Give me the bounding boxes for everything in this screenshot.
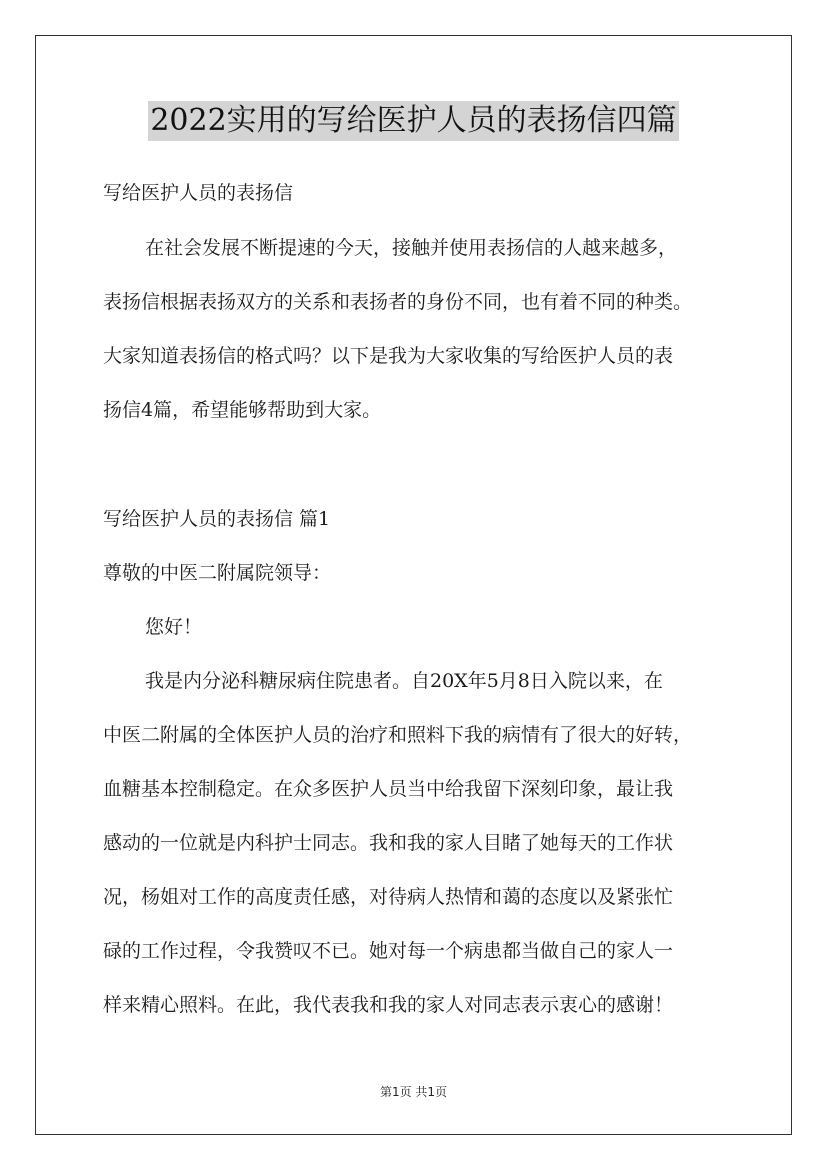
paragraph-line: 样来精心照料。在此，我代表我和我的家人对同志表示衷心的感谢！ (103, 994, 674, 1016)
paragraph-line: 感动的一位就是内科护士同志。我和我的家人目睹了她每天的工作状 (103, 832, 674, 854)
salutation: 尊敬的中医二附属院领导： (103, 562, 332, 584)
greeting: 您好！ (145, 616, 203, 638)
page-footer: 第1页 共1页 (379, 1085, 448, 1099)
section-heading: 写给医护人员的表扬信 (103, 182, 294, 204)
paragraph-line: 血糖基本控制稳定。在众多医护人员当中给我留下深刻印象，最让我 (103, 778, 674, 800)
paragraph-line: 大家知道表扬信的格式吗？以下是我为大家收集的写给医护人员的表 (103, 345, 674, 367)
paragraph-line: 况，杨姐对工作的高度责任感，对待病人热情和蔼的态度以及紧张忙 (103, 886, 674, 908)
paragraph-line: 中医二附属的全体医护人员的治疗和照料下我的病情有了很大的好转， (103, 724, 693, 746)
paragraph-line: 表扬信根据表扬双方的关系和表扬者的身份不同，也有着不同的种类。 (103, 291, 693, 313)
paragraph-line: 在社会发展不断提速的今天，接触并使用表扬信的人越来越多， (145, 237, 678, 259)
paragraph-line: 碌的工作过程，令我赞叹不已。她对每一个病患都当做自己的家人一 (103, 940, 674, 962)
letter-heading: 写给医护人员的表扬信 篇1 (103, 508, 331, 530)
paragraph-line: 扬信4篇，希望能够帮助到大家。 (103, 399, 382, 421)
paragraph-line: 我是内分泌科糖尿病住院患者。自20X年5月8日入院以来，在 (145, 670, 663, 692)
title-container (0, 101, 827, 141)
document-title: 2022实用的写给医护人员的表扬信四篇 (148, 101, 678, 141)
